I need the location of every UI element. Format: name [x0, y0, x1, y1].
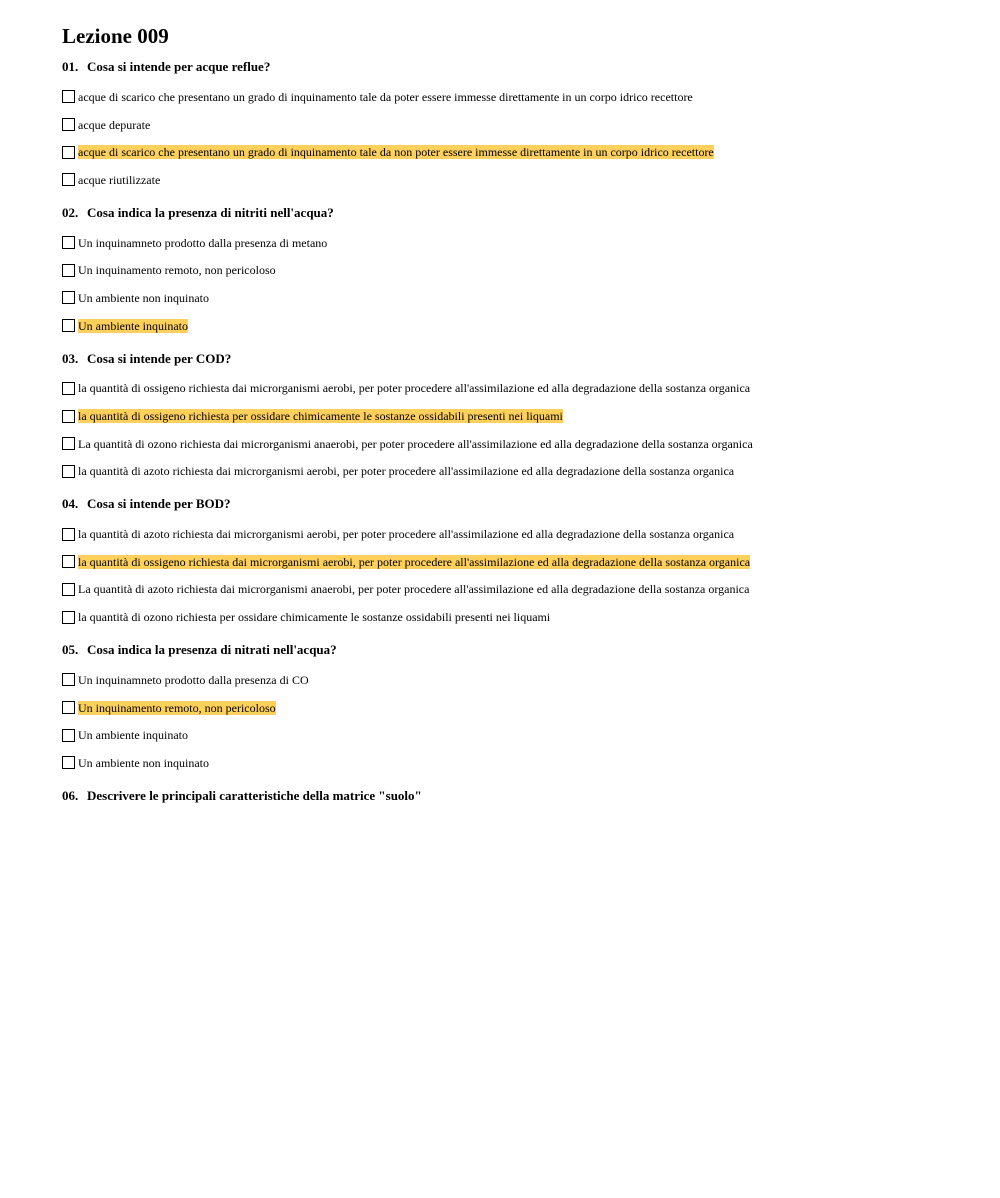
answer-checkbox[interactable] [62, 291, 75, 304]
answer-text: la quantità di azoto richiesta dai microrganismi aerobi, per poter procedere all'assimilazione ed alla degradazione della sostanza organica [78, 527, 735, 542]
answer-text: Un inquinamento remoto, non pericoloso [78, 263, 276, 278]
answer-option[interactable] [62, 576, 962, 604]
answer-text: la quantità di ozono richiesta per ossidare chimicamente le sostanze ossidabili presenti nei liquami [78, 610, 551, 625]
answer-text: Un ambiente non inquinato [78, 290, 209, 305]
answer-checkbox[interactable] [62, 319, 75, 332]
answer-option[interactable] [62, 548, 962, 576]
answer-text: Un inquinamneto prodotto dalla presenza di metano [78, 235, 328, 250]
answer-checkbox[interactable] [62, 264, 75, 277]
answer-checkbox[interactable] [62, 583, 75, 596]
question-label: Cosa si intende per BOD? [87, 496, 231, 512]
answer-checkbox[interactable] [62, 410, 75, 423]
question-3 [62, 351, 962, 486]
question-text [62, 205, 962, 221]
answer-text-highlighted: Un inquinamento remoto, non pericoloso [78, 700, 276, 715]
answer-option[interactable] [62, 312, 962, 340]
answer-checkbox[interactable] [62, 146, 75, 159]
answer-checkbox[interactable] [62, 611, 75, 624]
answer-text: Un inquinamneto prodotto dalla presenza di CO [78, 672, 309, 687]
answer-text: la quantità di ossigeno richiesta dai microrganismi aerobi, per poter procedere all'assimilazione ed alla degradazione della sostanza organica [78, 381, 751, 396]
question-label: Cosa si intende per acque reflue? [87, 59, 271, 74]
question-number: 01. [62, 59, 79, 74]
question-number: 04. [62, 496, 79, 512]
answer-checkbox[interactable] [62, 236, 75, 249]
answer-option[interactable] [62, 694, 962, 722]
answer-checkbox[interactable] [62, 555, 75, 568]
answer-option[interactable] [62, 83, 962, 111]
question-number: 02. [62, 204, 79, 220]
question-1 [62, 59, 962, 194]
answer-checkbox[interactable] [62, 90, 75, 103]
answer-text: acque depurate [78, 117, 151, 132]
answer-option[interactable] [62, 520, 962, 548]
answer-text-highlighted: Un ambiente inquinato [78, 318, 188, 333]
answer-option[interactable] [62, 603, 962, 631]
answer-option[interactable] [62, 138, 962, 166]
answer-option[interactable] [62, 166, 962, 194]
answer-text-highlighted: la quantità di ossigeno richiesta per ossidare chimicamente le sostanze ossidabili presenti nei liquami [78, 409, 563, 424]
question-label: Descrivere le principali caratteristiche della matrice "suolo" [87, 787, 422, 803]
answer-text: acque riutilizzate [78, 172, 161, 187]
answer-option[interactable] [62, 721, 962, 749]
answer-text: la quantità di azoto richiesta dai microrganismi aerobi, per poter procedere all'assimilazione ed alla degradazione della sostanza organica [78, 464, 735, 479]
question-5 [62, 642, 962, 777]
answer-text: Un ambiente inquinato [78, 728, 188, 743]
answer-option[interactable] [62, 229, 962, 257]
question-text [62, 351, 962, 367]
answer-option[interactable] [62, 430, 962, 458]
question-list [62, 59, 962, 804]
answer-checkbox[interactable] [62, 729, 75, 742]
answer-option[interactable] [62, 749, 962, 777]
question-number: 06. [62, 787, 79, 803]
question-text [62, 496, 962, 512]
answer-checkbox[interactable] [62, 528, 75, 541]
question-text [62, 642, 962, 658]
answer-option[interactable] [62, 458, 962, 486]
answer-option[interactable] [62, 375, 962, 403]
question-2 [62, 205, 962, 340]
answer-option[interactable] [62, 256, 962, 284]
question-number: 03. [62, 350, 79, 366]
answer-checkbox[interactable] [62, 382, 75, 395]
answer-option[interactable] [62, 284, 962, 312]
answer-checkbox[interactable] [62, 173, 75, 186]
question-label: Cosa indica la presenza di nitriti nell'acqua? [87, 204, 334, 220]
question-label: Cosa indica la presenza di nitrati nell'acqua? [87, 642, 337, 657]
question-text [62, 59, 962, 75]
answer-checkbox[interactable] [62, 465, 75, 478]
answer-checkbox[interactable] [62, 701, 75, 714]
question-number: 05. [62, 642, 79, 657]
page-title: Lezione 009 [62, 24, 169, 48]
answer-checkbox[interactable] [62, 118, 75, 131]
answer-text: La quantità di ozono richiesta dai microrganismi anaerobi, per poter procedere all'assimilazione ed alla degradazione della sostanza organica [78, 436, 753, 451]
question-text [62, 788, 962, 804]
question-label: Cosa si intende per COD? [87, 350, 232, 366]
answer-text-highlighted: la quantità di ossigeno richiesta dai microrganismi aerobi, per poter procedere all'assimilazione ed alla degradazione della sostanza organica [78, 554, 751, 569]
document-page [62, 22, 962, 815]
answer-checkbox[interactable] [62, 673, 75, 686]
answer-option[interactable] [62, 111, 962, 139]
answer-text: Un ambiente non inquinato [78, 755, 209, 770]
answer-text: La quantità di azoto richiesta dai microrganismi anaerobi, per poter procedere all'assimilazione ed alla degradazione della sostanza organica [78, 582, 750, 597]
answer-text: acque di scarico che presentano un grado di inquinamento tale da poter essere immesse direttamente in un corpo idrico recettore [78, 89, 693, 104]
answer-option[interactable] [62, 666, 962, 694]
answer-option[interactable] [62, 402, 962, 430]
answer-checkbox[interactable] [62, 437, 75, 450]
question-4 [62, 496, 962, 631]
answer-text-highlighted: acque di scarico che presentano un grado di inquinamento tale da non poter essere immesse direttamente in un corpo idrico recettore [78, 145, 714, 160]
answer-checkbox[interactable] [62, 756, 75, 769]
question-6 [62, 788, 962, 804]
